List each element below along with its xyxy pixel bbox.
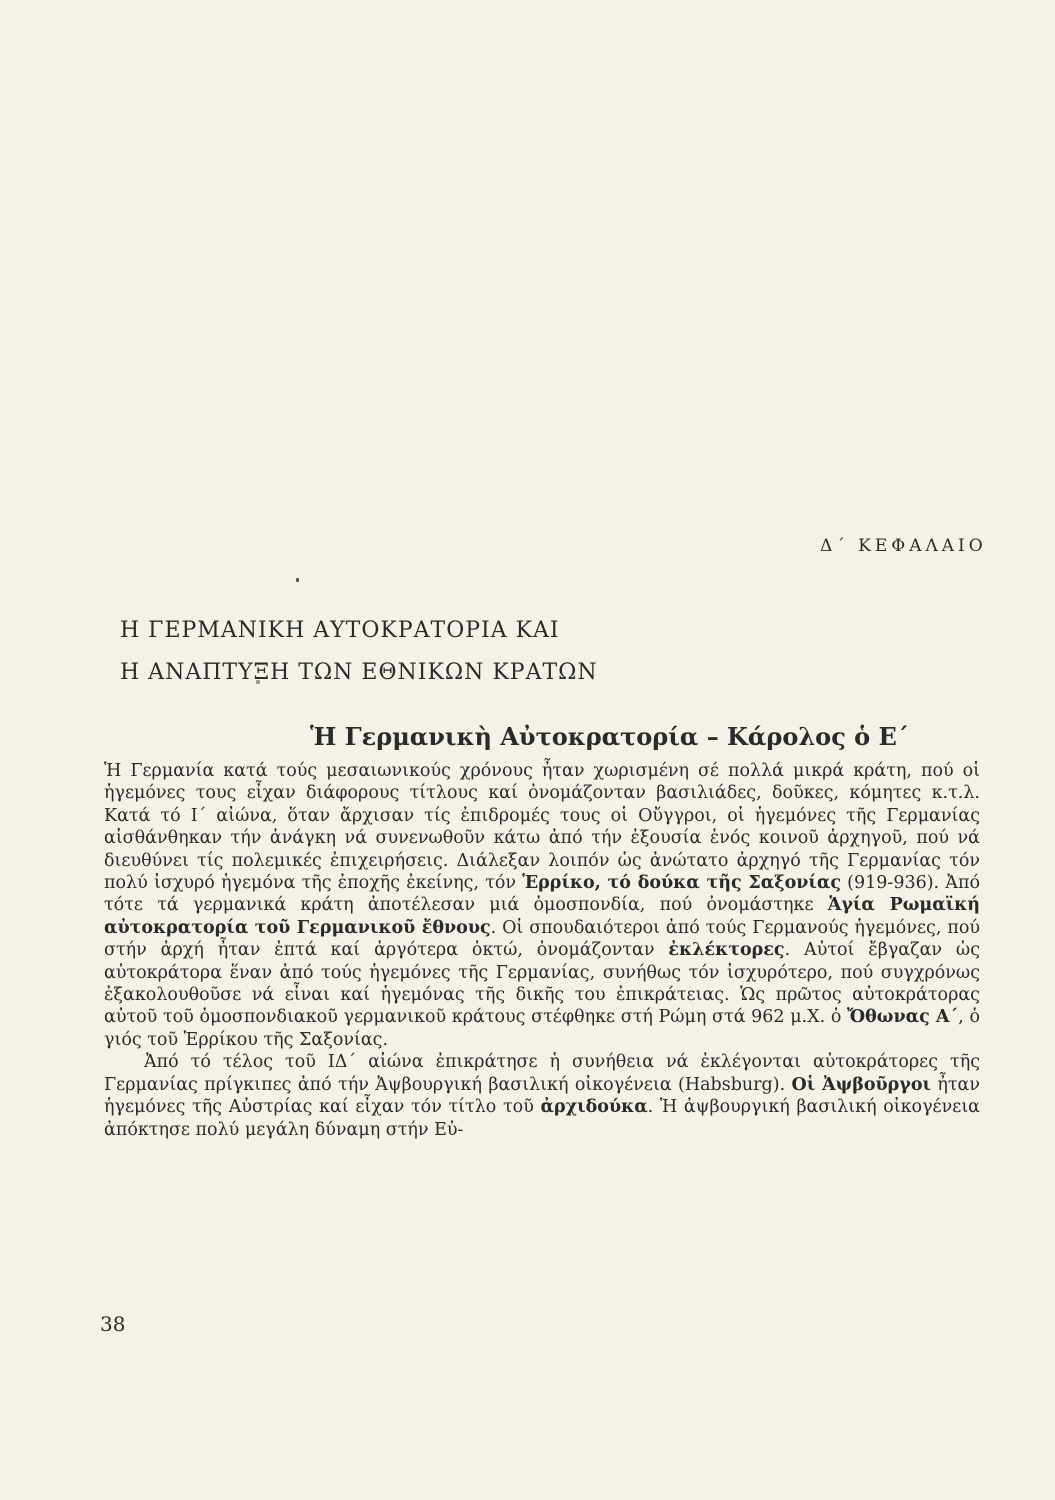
page-number: 38 [100,1312,126,1336]
paragraph-1 [104,760,980,1051]
paragraph-text: . Αὐτοί ἔβγαζαν ὡς αὐτοκράτορα ἕναν ἀπό τούς ἡγεμόνες τῆς Γερμανίας, συνήθως τόν ἰσχυρότερο, πού συγχρόνως ἐξακολουθοῦσε νά εἶναι καί ἡγεμόνας τῆς δικῆς του ἐπικράτειας. Ὡς πρῶτος αὐτοκράτορας αὐτοῦ τοῦ ὁμοσπονδιακοῦ γερμανικοῦ κράτους στέφθηκε στή Ρώμη στά 962 μ.Χ. ὁ [104,940,981,1028]
section-heading: Ἡ Γερμανικὴ Αὐτοκρατορία – Κάρολος ὁ Ε΄ [310,722,909,751]
chapter-title [120,610,598,694]
body-text [104,760,980,1141]
bold-term: Ὄθωνας Α΄ [847,1007,959,1028]
paragraph-2 [104,1051,980,1141]
chapter-title-line-2: Η ΑΝΑΠΤΥΞΗ ΤΩΝ ΕΘΝΙΚΩΝ ΚΡΑΤΩΝ [120,660,598,685]
bold-term: Ἑρρίκο, τό δούκα τῆς Σαξονίας [522,873,841,894]
chapter-label: Δ΄ ΚΕΦΑΛΑΙΟ [820,536,987,556]
chapter-title-line-1: Η ΓΕΡΜΑΝΙΚΗ ΑΥΤΟΚΡΑΤΟΡΙΑ ΚΑΙ [120,618,560,643]
bold-term: ἐκλέκτορες [668,940,785,961]
bold-term: ἀρχιδούκα [540,1097,648,1118]
bold-term: Οἱ Ἀψβοῦργοι [791,1074,931,1095]
paragraph-text: . Οἱ σπουδαιότεροι ἀπό τούς Γερμανούς ἡγεμόνες, πού στήν ἀρχή ἦταν ἑπτά καί ἀργότερα ὀκτώ, ὀνομάζονταν [104,917,980,961]
paragraph-text: ἦταν ἡγεμόνες τῆς Αὐστρίας καί εἶχαν τόν τίτλο τοῦ [104,1074,981,1118]
paragraph-text: Ἀπό τό τέλος τοῦ ΙΔ΄ αἰώνα ἐπικράτησε ἡ συνήθεια νά ἐκλέγονται αὐτοκράτορες τῆς Γερμανίας πρίγκιπες ἀπό τήν Ἀψβουργική βασιλική οἰκογένεια (Habsburg). [104,1052,980,1095]
paragraph-text: , ὁ γιός τοῦ Ἑρρίκου τῆς Σαξονίας. [104,1007,980,1050]
bold-term: Ἁγία Ρωμαϊκή αὐτοκρατορία τοῦ Γερμανικοῦ ἔθνους [104,895,980,938]
ink-speck [296,578,299,582]
paragraph-text: (919-936). Ἀπό τότε τά γερμανικά κράτη ἀποτέλεσαν μιά ὁμοσπονδία, πού ὀνομάστηκε [104,873,980,916]
paragraph-text: . Ἡ ἀψβουργική βασιλική οἰκογένεια ἀπόκτησε πολύ μεγάλη δύναμη στήν Εὐ- [104,1097,980,1140]
paragraph-text: Ἡ Γερμανία κατά τούς μεσαιωνικούς χρόνους ἦταν χωρισμένη σέ πολλά μικρά κράτη, πού οἱ ἡγεμόνες τους εἶχαν διάφορους τίτλους καί ὀνομάζονταν βασιλιάδες, δοῦκες, κόμητες κ.τ.λ. Κατά τό Ι΄ αἰώνα, ὅταν ἄρχισαν τίς ἐπιδρομές τους οἱ Οὔγγροι, οἱ ἡγεμόνες τῆς Γερμανίας αἰσθάνθηκαν τήν ἀνάγκη νά συνενωθοῦν κάτω ἀπό τήν ἐξουσία ἑνός κοινοῦ ἀρχηγοῦ, πού νά διευθύνει τίς πολεμικές ἐπιχειρήσεις. Διάλεξαν λοιπόν ὡς ἀνώτατο ἀρχηγό τῆς Γερμανίας τόν πολύ ἰσχυρό ἡγεμόνα τῆς ἐποχῆς ἐκείνης, τόν [104,761,980,894]
